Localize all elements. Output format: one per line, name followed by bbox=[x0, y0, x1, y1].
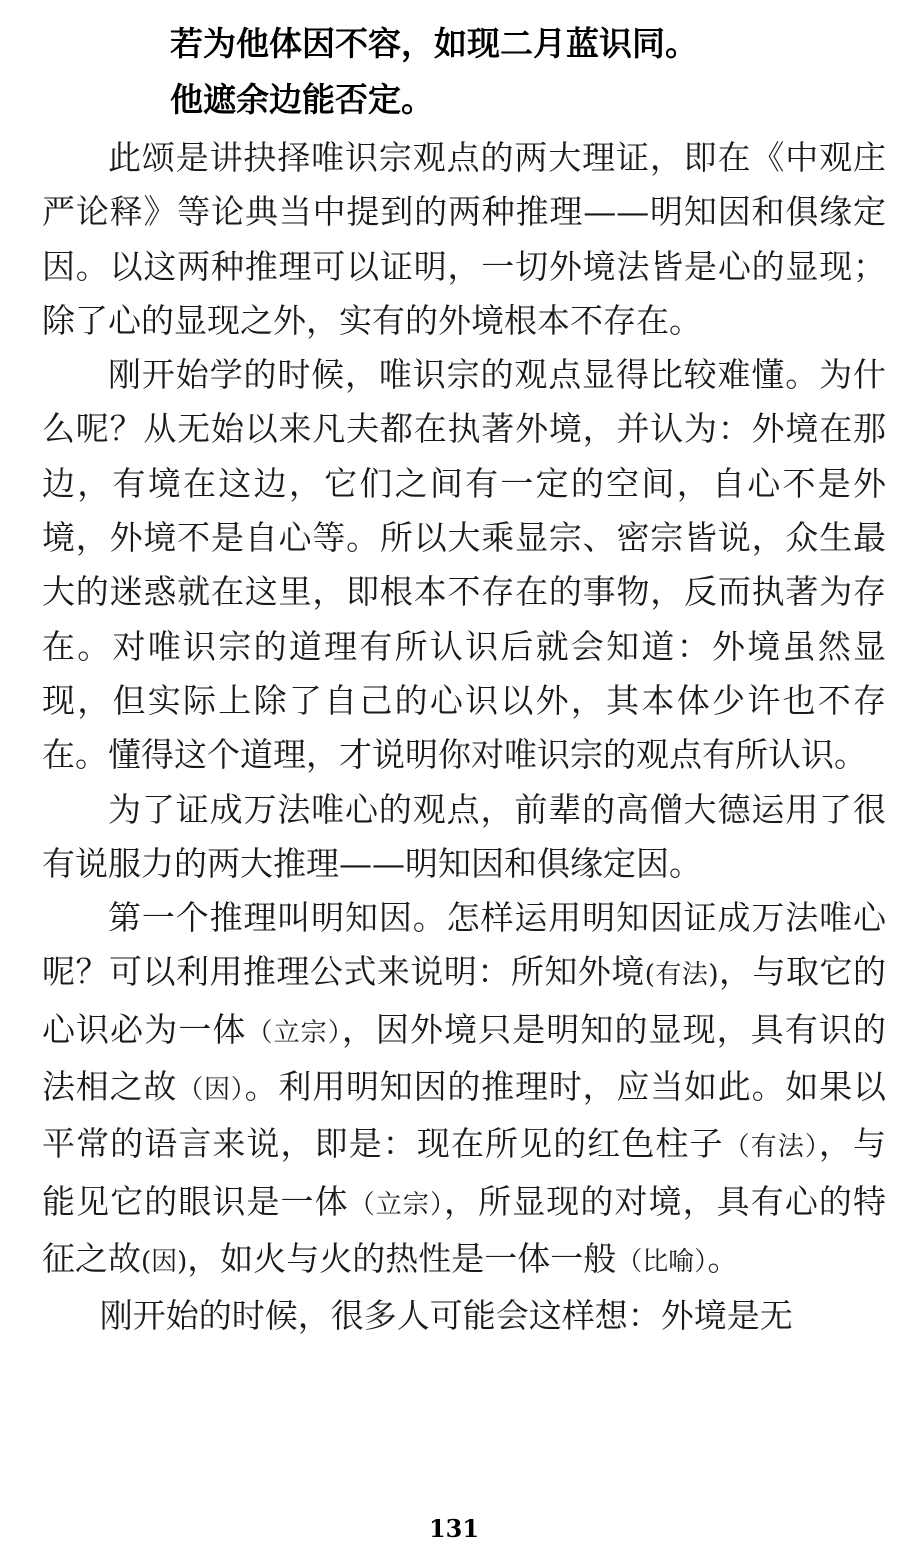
annotation-note: （有法） bbox=[723, 1132, 819, 1163]
paragraph-4 bbox=[42, 891, 886, 1289]
paragraph-5: 刚开始的时候，很多人可能会这样想：外境是无 bbox=[99, 1296, 793, 1336]
paragraph-2: 刚开始学的时候，唯识宗的观点显得比较难懂。为什么呢？从无始以来凡夫都在执著外境，并认为：外境在那边，有境在这边，它们之间有一定的空间，自心不是外境，外境不是自心等。所以大乘显宗、密宗皆说，众生最大的迷惑就在这里，即根本不存在的事物，反而执著为存在。对唯识宗的道理有所认识后就会知道：外境虽然显现，但实际上除了自己的心识以外，其本体少许也不存在。懂得这个道理，才说明你对唯识宗的观点有所认识。 bbox=[42, 355, 886, 775]
paragraph-4-text: ，因外境只是明知的显现，具有识的法相之故 bbox=[42, 1009, 887, 1107]
paragraph-4-text: ，如火与火的热性是一体一般 bbox=[187, 1238, 617, 1278]
body-text bbox=[42, 131, 886, 1344]
paragraph-1: 此颂是讲抉择唯识宗观点的两大理证，即在《中观庄严论释》等论典当中提到的两种推理——明知因和俱缘定因。以这两种推理可以证明，一切外境法皆是心的显现；除了心的显现之外，实有的外境根本不存在。 bbox=[42, 138, 886, 340]
annotation-note: （因） bbox=[177, 1075, 245, 1106]
annotation-note: （比喻） bbox=[616, 1246, 708, 1277]
verse-line-2: 他遮余边能否定。 bbox=[170, 80, 434, 119]
paragraph-4-text: ，所显现的对境，具有心的特征之故 bbox=[42, 1181, 886, 1278]
paragraph-4-text: 第一个推理叫明知因。怎样运用明知因证成万法唯心呢？可以利用推理公式来说明：所知外境 bbox=[42, 898, 886, 992]
page-number: 131 bbox=[428, 1514, 480, 1543]
annotation-note: （立宗） bbox=[246, 1017, 342, 1048]
verse-line-1: 若为他体因不容，如现二月蓝识同。 bbox=[170, 24, 698, 63]
paragraph-3: 为了证成万法唯心的观点，前辈的高僧大德运用了很有说服力的两大推理——明知因和俱缘定因。 bbox=[42, 789, 886, 883]
paragraph-4-text: ，与取它的心识必为一体 bbox=[42, 952, 887, 1049]
paragraph-4-text: ，与能见它的眼识是一体 bbox=[42, 1124, 887, 1221]
annotation-note: (有法) bbox=[644, 960, 719, 991]
paragraph-4-text: 。利用明知因的推理时，应当如此。如果以平常的语言来说，即是：现在所见的红色柱子 bbox=[42, 1067, 886, 1164]
paragraph-4-text: 。 bbox=[707, 1238, 741, 1278]
annotation-note: （立宗） bbox=[348, 1189, 445, 1220]
annotation-note: (因) bbox=[141, 1246, 188, 1277]
